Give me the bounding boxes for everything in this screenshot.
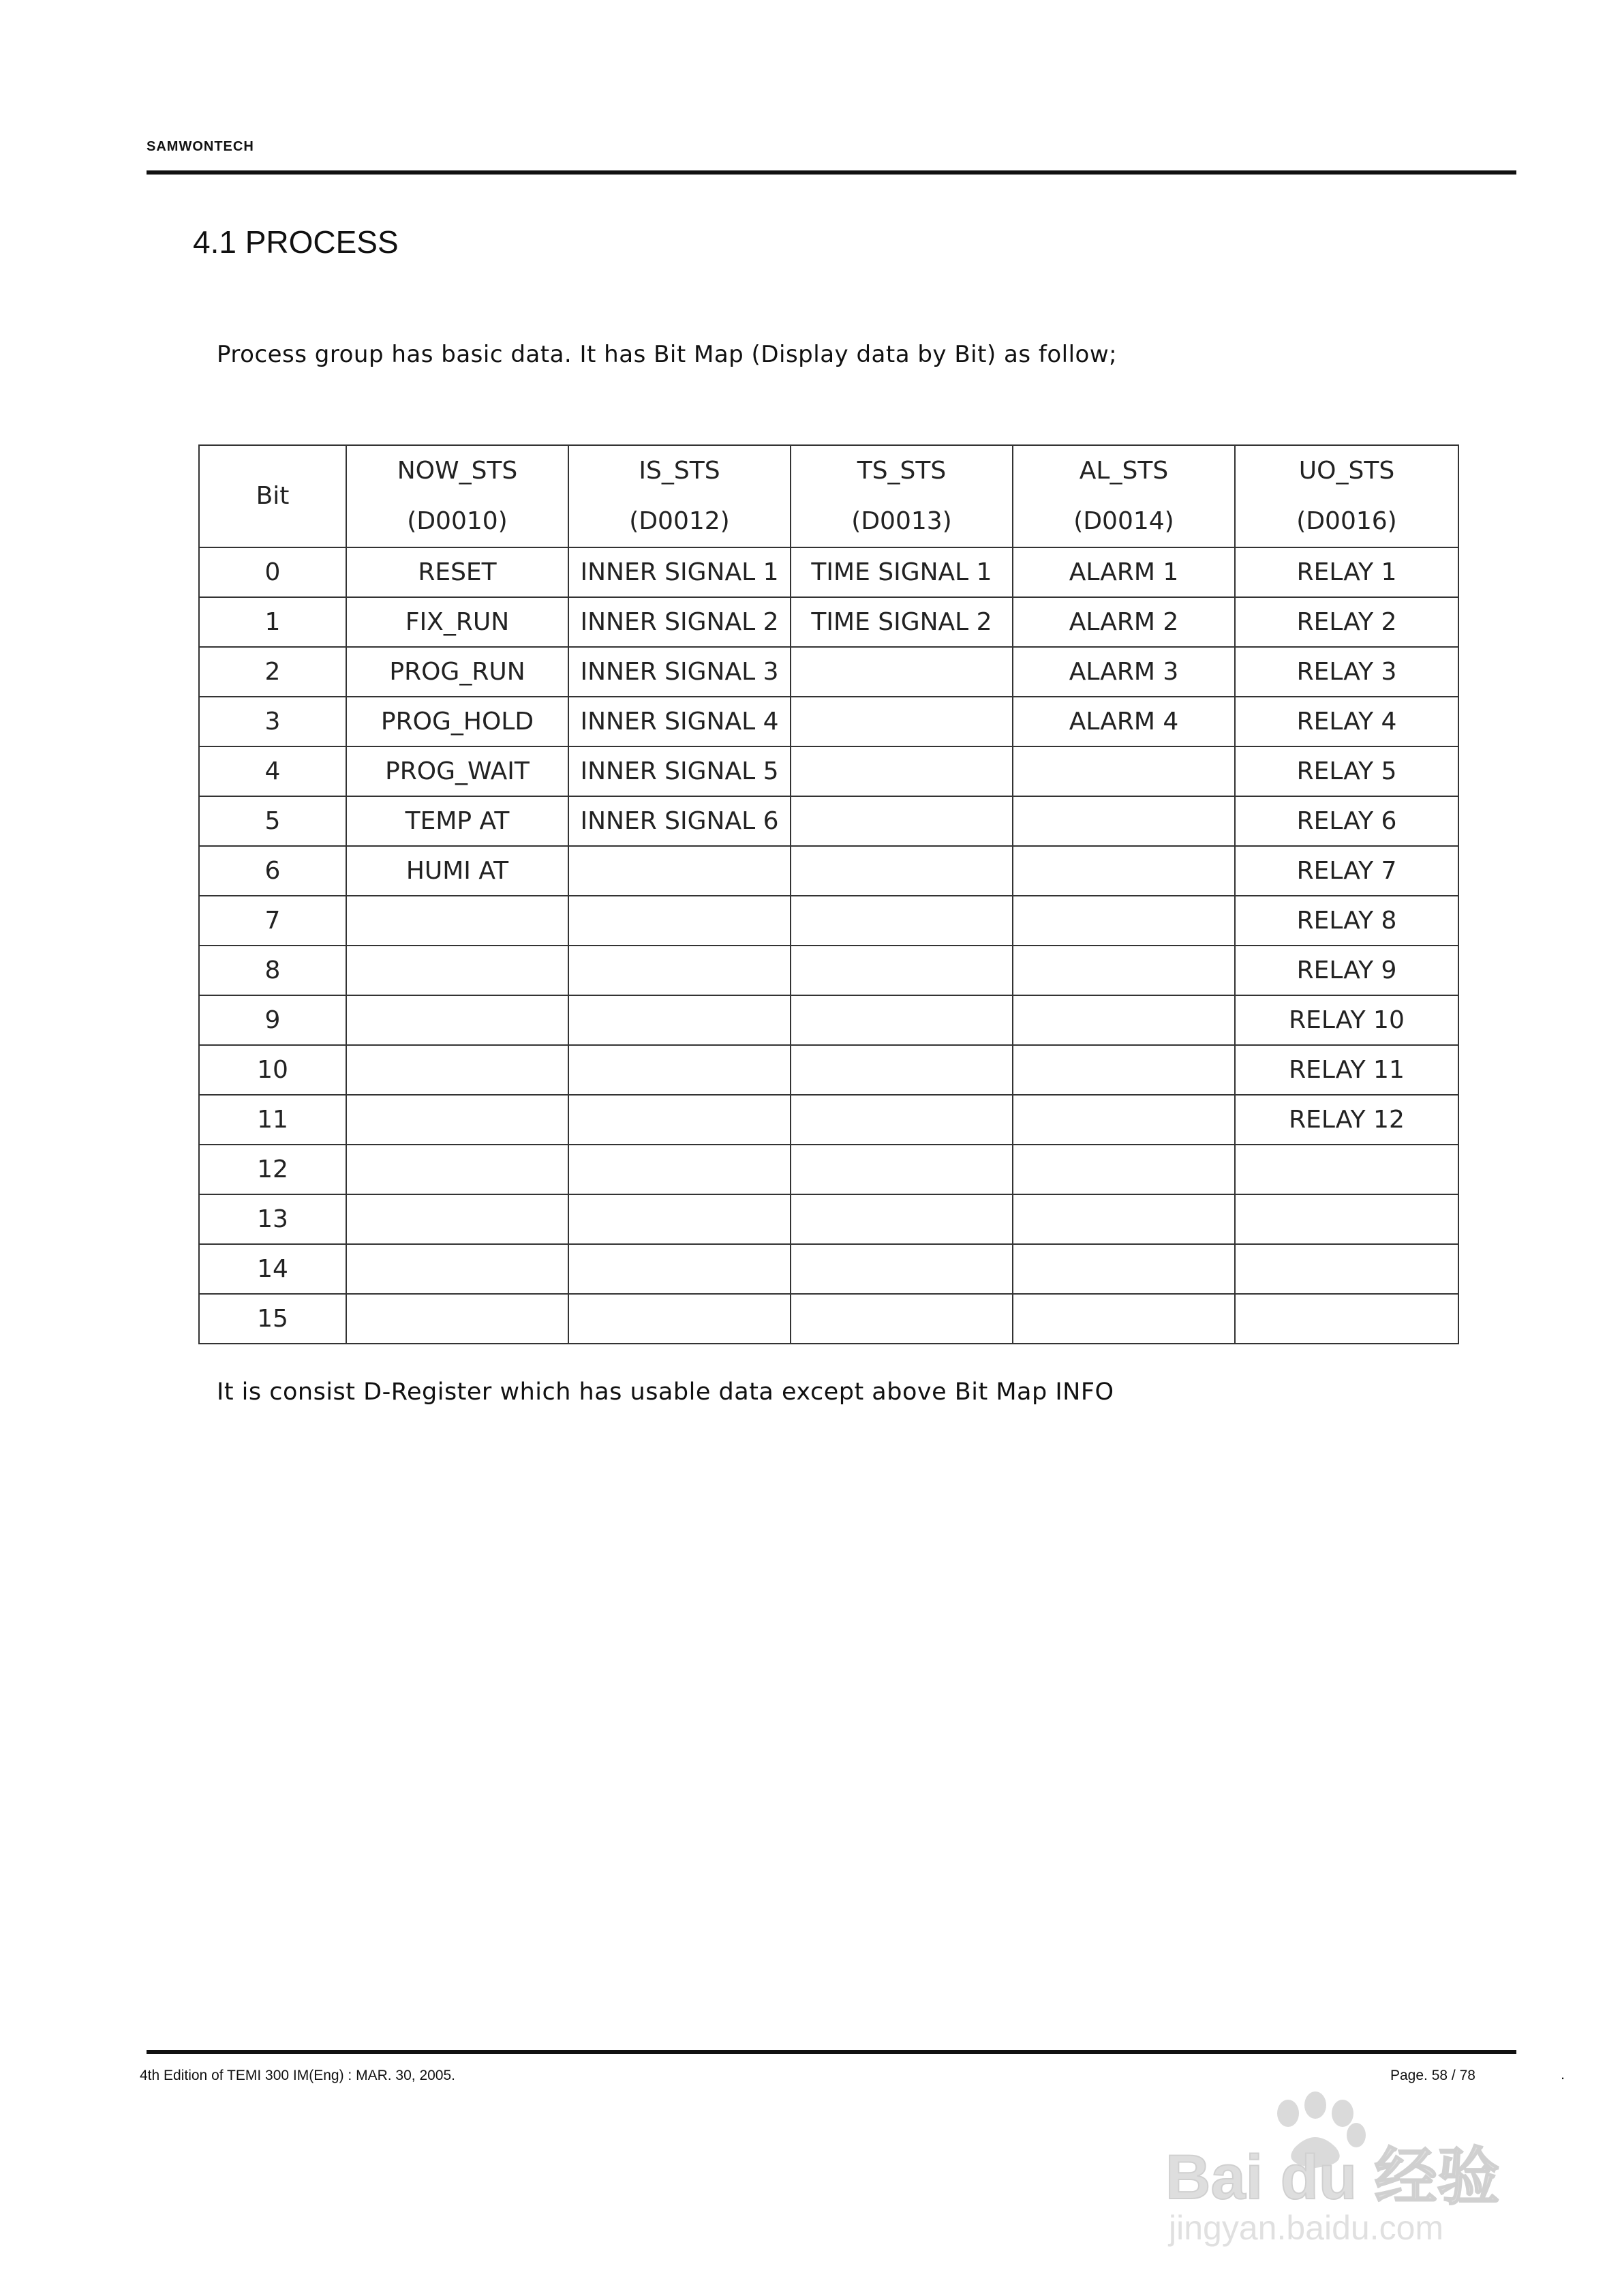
table-cell xyxy=(1013,896,1235,946)
table-cell: RELAY 3 xyxy=(1235,647,1458,697)
table-cell xyxy=(791,1194,1013,1244)
table-cell xyxy=(791,995,1013,1045)
note-text: It is consist D-Register which has usable data except above Bit Map INFO xyxy=(217,1378,1114,1406)
footer-rule xyxy=(147,2050,1516,2054)
header-now-sts: NOW_STS (D0010) xyxy=(346,445,568,547)
table-cell xyxy=(1235,1294,1458,1344)
table-cell: TIME SIGNAL 2 xyxy=(791,597,1013,647)
bit-number-cell: 9 xyxy=(199,995,346,1045)
table-cell xyxy=(568,1145,791,1194)
table-cell: ALARM 3 xyxy=(1013,647,1235,697)
footer-dot: . xyxy=(1561,2066,1565,2083)
table-cell xyxy=(1235,1145,1458,1194)
table-cell xyxy=(1013,1194,1235,1244)
table-cell xyxy=(346,1294,568,1344)
watermark-logo: Bai du 经验 xyxy=(1165,2143,1500,2212)
table-cell: RELAY 2 xyxy=(1235,597,1458,647)
table-cell xyxy=(791,1244,1013,1294)
bit-number-cell: 5 xyxy=(199,796,346,846)
table-row xyxy=(199,697,1458,746)
bit-number-cell: 14 xyxy=(199,1244,346,1294)
table-cell xyxy=(346,1145,568,1194)
table-cell: RELAY 4 xyxy=(1235,697,1458,746)
table-cell: RELAY 12 xyxy=(1235,1095,1458,1145)
bit-number-cell: 12 xyxy=(199,1145,346,1194)
table-cell: RELAY 6 xyxy=(1235,796,1458,846)
table-cell: RELAY 9 xyxy=(1235,946,1458,995)
table-row xyxy=(199,995,1458,1045)
footer-page-number: Page. 58 / 78 xyxy=(1390,2068,1475,2083)
table-cell xyxy=(1235,1244,1458,1294)
header-ts-sts: TS_STS (D0013) xyxy=(791,445,1013,547)
table-cell xyxy=(346,946,568,995)
table-cell: TIME SIGNAL 1 xyxy=(791,547,1013,597)
header-rule xyxy=(147,170,1516,175)
table-cell xyxy=(791,846,1013,896)
table-cell: ALARM 4 xyxy=(1013,697,1235,746)
table-body xyxy=(199,547,1458,1344)
table-cell xyxy=(1013,1095,1235,1145)
table-cell: PROG_HOLD xyxy=(346,697,568,746)
table-cell xyxy=(791,647,1013,697)
table-cell: ALARM 2 xyxy=(1013,597,1235,647)
table-cell xyxy=(568,896,791,946)
header-uo-sts: UO_STS (D0016) xyxy=(1235,445,1458,547)
table-cell xyxy=(346,1194,568,1244)
table-row xyxy=(199,547,1458,597)
header-is-sts: IS_STS (D0012) xyxy=(568,445,791,547)
baidu-watermark xyxy=(1152,2086,1533,2250)
header-bit: Bit xyxy=(199,445,346,547)
table-row xyxy=(199,896,1458,946)
bit-number-cell: 6 xyxy=(199,846,346,896)
table-cell: RELAY 1 xyxy=(1235,547,1458,597)
table-cell: ALARM 1 xyxy=(1013,547,1235,597)
table-cell: INNER SIGNAL 1 xyxy=(568,547,791,597)
table-cell: RELAY 8 xyxy=(1235,896,1458,946)
table-cell xyxy=(791,1045,1013,1095)
table-cell: RELAY 11 xyxy=(1235,1045,1458,1095)
table-cell: HUMI AT xyxy=(346,846,568,896)
table-cell xyxy=(568,946,791,995)
bit-number-cell: 4 xyxy=(199,746,346,796)
header-al-sts: AL_STS (D0014) xyxy=(1013,445,1235,547)
header-company: SAMWONTECH xyxy=(147,139,254,154)
watermark-url: jingyan.baidu.com xyxy=(1169,2209,1444,2247)
table-row xyxy=(199,1194,1458,1244)
table-row xyxy=(199,1095,1458,1145)
bit-number-cell: 13 xyxy=(199,1194,346,1244)
table-row xyxy=(199,1145,1458,1194)
table-cell xyxy=(1013,1145,1235,1194)
section-title: 4.1 PROCESS xyxy=(193,224,399,260)
table-row xyxy=(199,1244,1458,1294)
table-cell: RELAY 5 xyxy=(1235,746,1458,796)
table-row xyxy=(199,746,1458,796)
table-cell xyxy=(1013,946,1235,995)
table-cell xyxy=(346,1095,568,1145)
intro-text: Process group has basic data. It has Bit Map (Display data by Bit) as follow; xyxy=(217,341,1118,368)
bit-number-cell: 7 xyxy=(199,896,346,946)
table-cell xyxy=(568,1294,791,1344)
bit-number-cell: 1 xyxy=(199,597,346,647)
bit-number-cell: 0 xyxy=(199,547,346,597)
bit-number-cell: 3 xyxy=(199,697,346,746)
table-cell xyxy=(346,896,568,946)
table-cell xyxy=(1013,746,1235,796)
table-cell xyxy=(1013,1045,1235,1095)
table-cell xyxy=(568,1095,791,1145)
table-cell xyxy=(1235,1194,1458,1244)
table-cell: TEMP AT xyxy=(346,796,568,846)
table-cell xyxy=(1013,846,1235,896)
table-cell: PROG_WAIT xyxy=(346,746,568,796)
table-cell xyxy=(791,697,1013,746)
table-cell xyxy=(568,995,791,1045)
table-row xyxy=(199,796,1458,846)
footer-edition: 4th Edition of TEMI 300 IM(Eng) : MAR. 30, 2005. xyxy=(140,2068,456,2083)
table-cell xyxy=(791,946,1013,995)
table-cell xyxy=(791,1294,1013,1344)
table-cell xyxy=(791,796,1013,846)
table-cell: INNER SIGNAL 2 xyxy=(568,597,791,647)
table-cell xyxy=(1013,1294,1235,1344)
table-cell: PROG_RUN xyxy=(346,647,568,697)
bit-number-cell: 10 xyxy=(199,1045,346,1095)
table-cell xyxy=(791,1145,1013,1194)
table-row xyxy=(199,846,1458,896)
bit-number-cell: 2 xyxy=(199,647,346,697)
table-cell xyxy=(568,1045,791,1095)
table-cell xyxy=(346,995,568,1045)
table-cell xyxy=(791,896,1013,946)
table-row xyxy=(199,597,1458,647)
table-row xyxy=(199,1294,1458,1344)
table-cell xyxy=(1013,1244,1235,1294)
table-cell: RESET xyxy=(346,547,568,597)
table-cell: INNER SIGNAL 3 xyxy=(568,647,791,697)
table-row xyxy=(199,946,1458,995)
table-cell xyxy=(346,1244,568,1294)
bit-number-cell: 11 xyxy=(199,1095,346,1145)
table-row xyxy=(199,1045,1458,1095)
table-row xyxy=(199,647,1458,697)
table-cell: FIX_RUN xyxy=(346,597,568,647)
table-cell xyxy=(568,846,791,896)
table-cell xyxy=(791,1095,1013,1145)
table-cell: RELAY 10 xyxy=(1235,995,1458,1045)
bit-map-table xyxy=(198,444,1459,1344)
table-cell: INNER SIGNAL 5 xyxy=(568,746,791,796)
table-cell: RELAY 7 xyxy=(1235,846,1458,896)
table-cell xyxy=(1013,995,1235,1045)
bit-number-cell: 15 xyxy=(199,1294,346,1344)
table-cell xyxy=(791,746,1013,796)
table-cell: INNER SIGNAL 4 xyxy=(568,697,791,746)
table-cell: INNER SIGNAL 6 xyxy=(568,796,791,846)
table-header-row xyxy=(199,445,1458,547)
bit-number-cell: 8 xyxy=(199,946,346,995)
table-cell xyxy=(346,1045,568,1095)
table-cell xyxy=(1013,796,1235,846)
table-cell xyxy=(568,1194,791,1244)
table-cell xyxy=(568,1244,791,1294)
